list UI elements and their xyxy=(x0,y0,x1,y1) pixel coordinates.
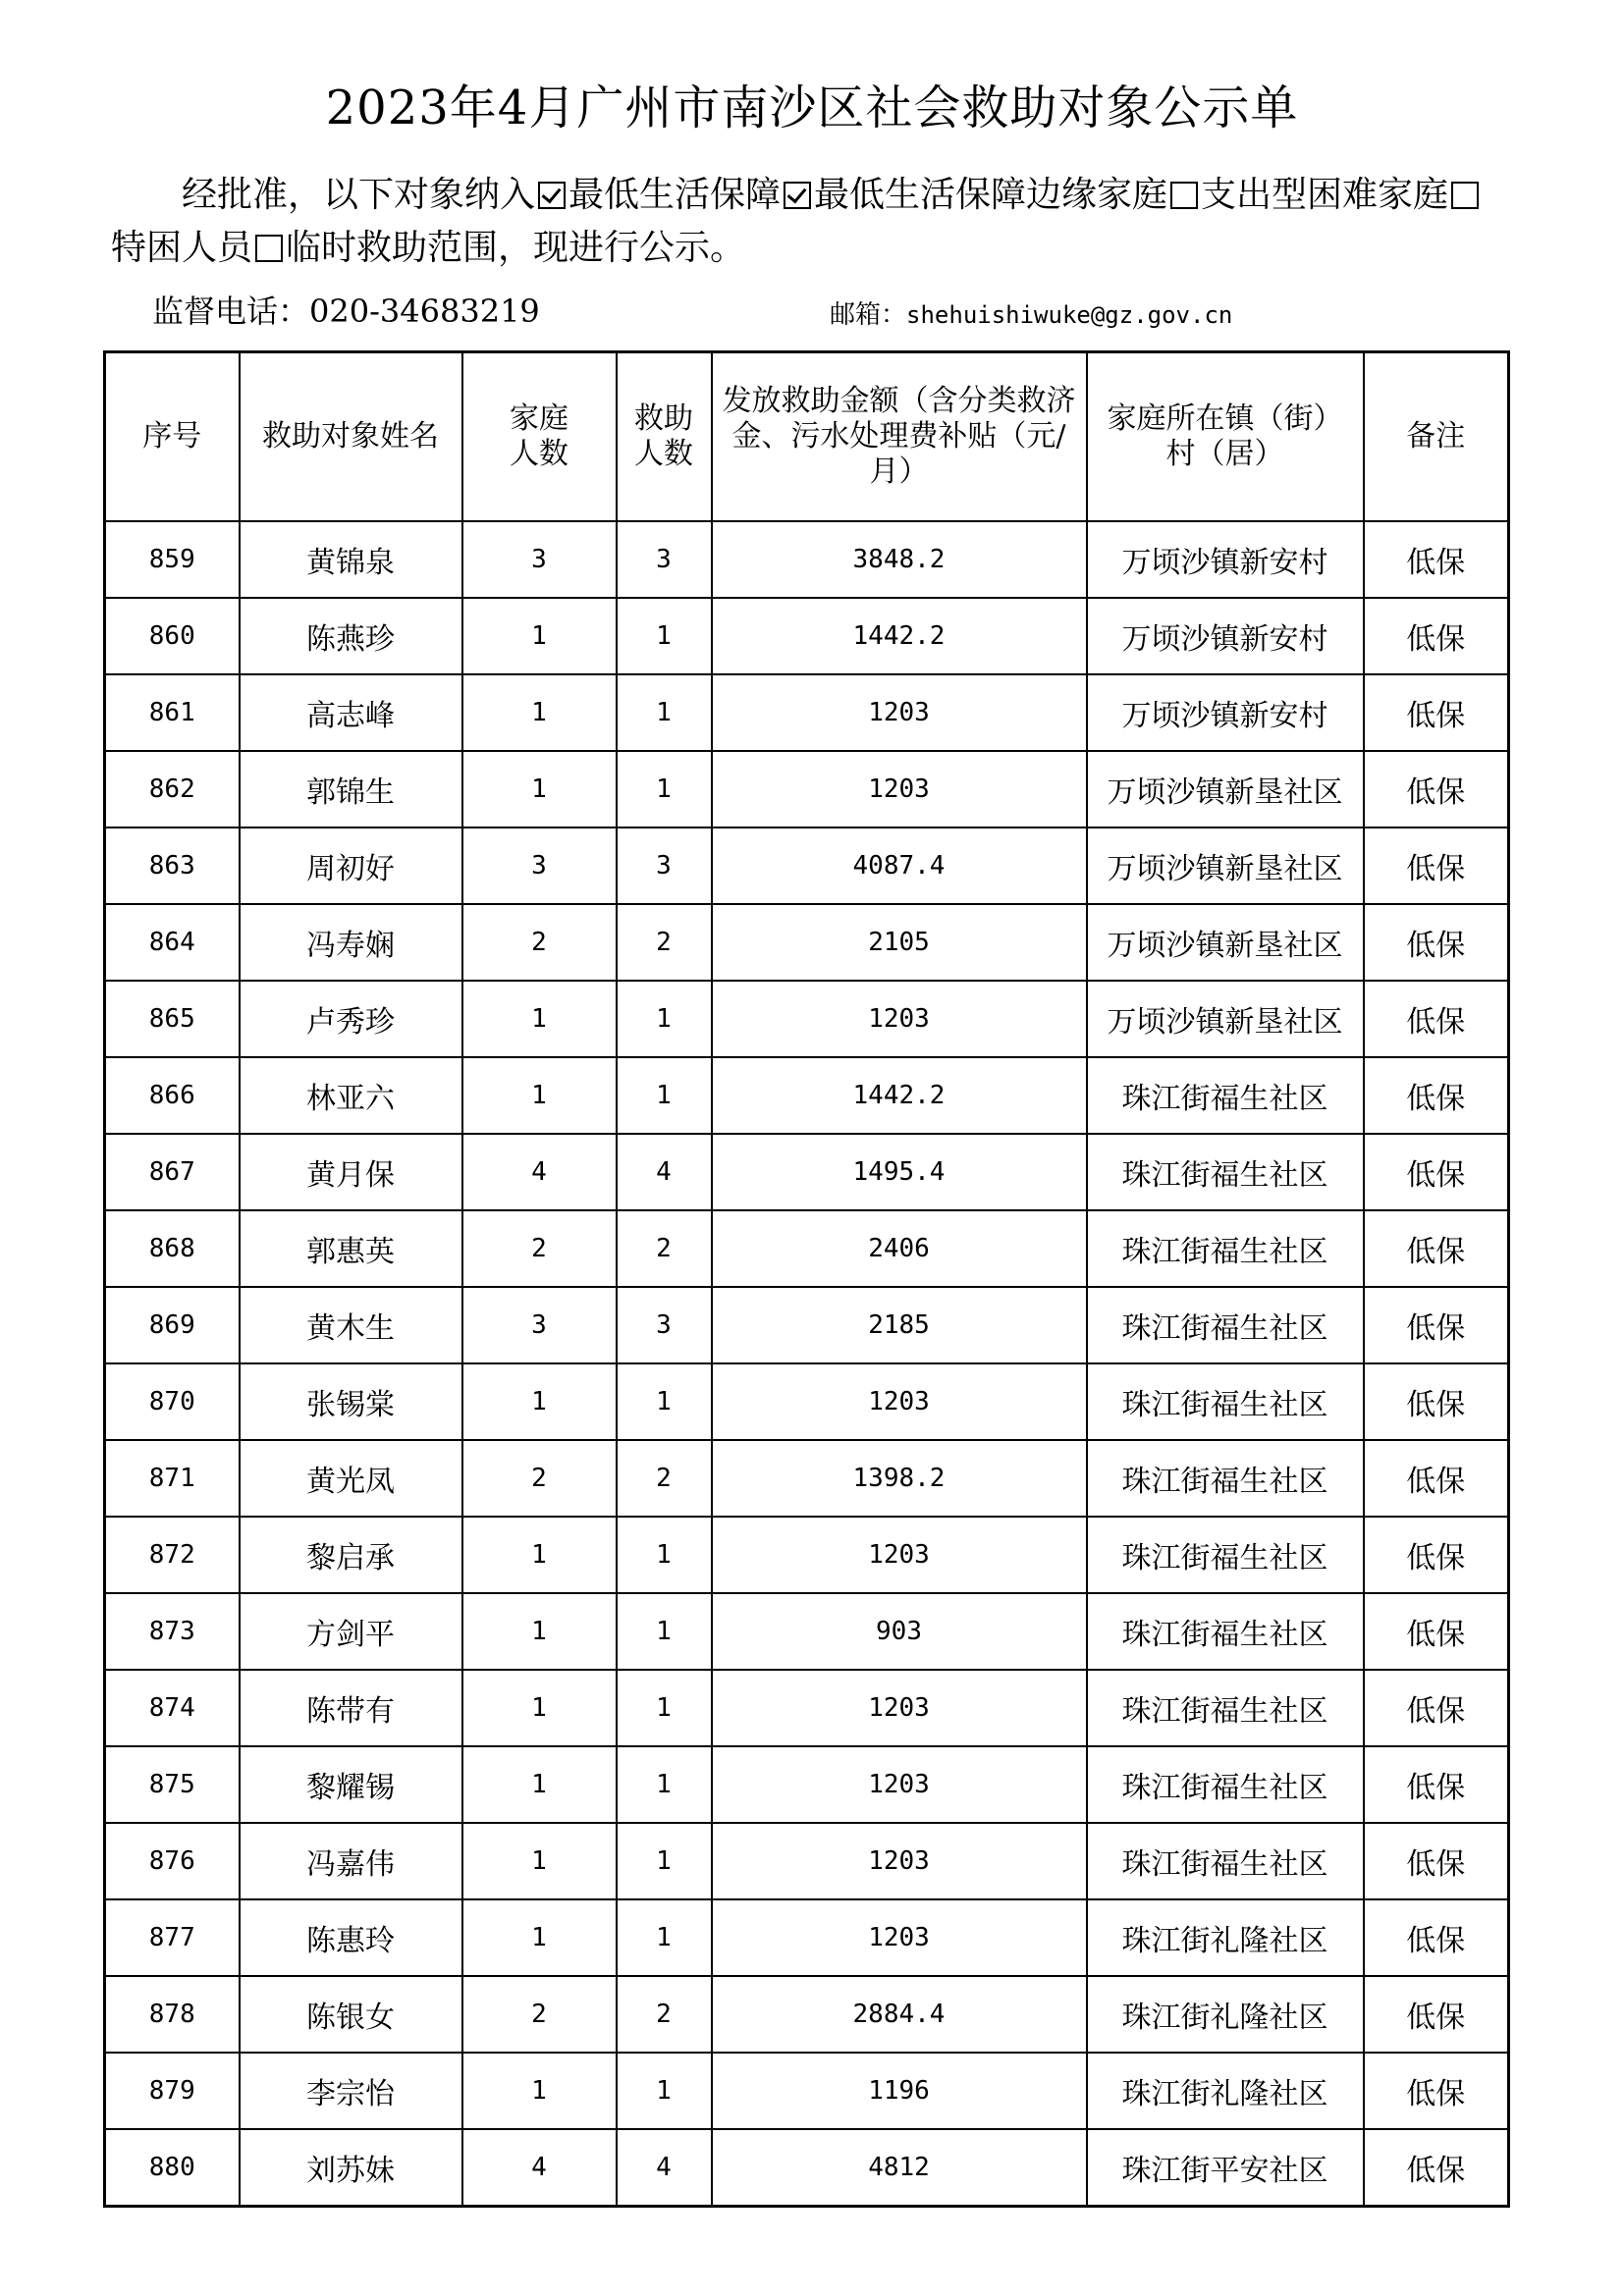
cell-amount: 1203 xyxy=(712,1746,1087,1823)
cell-note: 低保 xyxy=(1364,1517,1509,1593)
table-row xyxy=(105,2053,1509,2129)
cell-amount: 4812 xyxy=(712,2129,1087,2207)
cell-aided-count: 3 xyxy=(617,828,712,904)
table-row xyxy=(105,2129,1509,2207)
cell-name: 黎耀锡 xyxy=(240,1746,462,1823)
intro-tail: 范围，现进行公示。 xyxy=(427,228,746,268)
cell-location: 珠江街福生社区 xyxy=(1087,1210,1364,1287)
phone-label: 监督电话： xyxy=(152,293,310,330)
email-block xyxy=(830,294,1232,337)
intro-paragraph xyxy=(111,169,1515,275)
cell-aided-count: 2 xyxy=(617,904,712,981)
cell-note: 低保 xyxy=(1364,1823,1509,1899)
cell-note: 低保 xyxy=(1364,2129,1509,2207)
option-label-1: 最低生活保障边缘家庭 xyxy=(814,175,1168,215)
cell-note: 低保 xyxy=(1364,2053,1509,2129)
cell-name: 黄月保 xyxy=(240,1134,462,1210)
cell-name: 周初好 xyxy=(240,828,462,904)
cell-location: 珠江街福生社区 xyxy=(1087,1134,1364,1210)
cell-location: 万顷沙镇新垦社区 xyxy=(1087,981,1364,1057)
cell-location: 珠江街福生社区 xyxy=(1087,1823,1364,1899)
cell-amount: 1203 xyxy=(712,1363,1087,1440)
cell-seq: 880 xyxy=(105,2129,240,2207)
cell-seq: 866 xyxy=(105,1057,240,1134)
cell-name: 冯寿娴 xyxy=(240,904,462,981)
cell-name: 冯嘉伟 xyxy=(240,1823,462,1899)
cell-seq: 867 xyxy=(105,1134,240,1210)
cell-seq: 874 xyxy=(105,1670,240,1746)
cell-note: 低保 xyxy=(1364,828,1509,904)
cell-family-size: 2 xyxy=(462,1440,617,1517)
checkbox-1 xyxy=(784,182,811,209)
cell-note: 低保 xyxy=(1364,674,1509,751)
cell-amount: 1203 xyxy=(712,674,1087,751)
cell-aided-count: 1 xyxy=(617,751,712,828)
cell-name: 黄锦泉 xyxy=(240,521,462,598)
cell-name: 郭锦生 xyxy=(240,751,462,828)
cell-aided-count: 1 xyxy=(617,598,712,674)
cell-seq: 877 xyxy=(105,1899,240,1976)
cell-note: 低保 xyxy=(1364,1440,1509,1517)
cell-amount: 1203 xyxy=(712,1670,1087,1746)
cell-name: 卢秀珍 xyxy=(240,981,462,1057)
cell-seq: 878 xyxy=(105,1976,240,2053)
cell-family-size: 2 xyxy=(462,904,617,981)
cell-aided-count: 1 xyxy=(617,674,712,751)
cell-aided-count: 1 xyxy=(617,1899,712,1976)
cell-amount: 2185 xyxy=(712,1287,1087,1363)
table-row xyxy=(105,1440,1509,1517)
cell-note: 低保 xyxy=(1364,1899,1509,1976)
cell-aided-count: 1 xyxy=(617,1823,712,1899)
cell-location: 珠江街平安社区 xyxy=(1087,2129,1364,2207)
table-row xyxy=(105,1899,1509,1976)
cell-name: 黄木生 xyxy=(240,1287,462,1363)
table-row xyxy=(105,904,1509,981)
cell-name: 林亚六 xyxy=(240,1057,462,1134)
cell-aided-count: 3 xyxy=(617,521,712,598)
cell-seq: 862 xyxy=(105,751,240,828)
cell-amount: 4087.4 xyxy=(712,828,1087,904)
cell-location: 万顷沙镇新安村 xyxy=(1087,598,1364,674)
cell-aided-count: 3 xyxy=(617,1287,712,1363)
cell-family-size: 3 xyxy=(462,521,617,598)
header-aided-count: 救助人数 xyxy=(617,352,712,522)
cell-family-size: 1 xyxy=(462,674,617,751)
table-body xyxy=(105,521,1509,2207)
cell-family-size: 4 xyxy=(462,1134,617,1210)
cell-note: 低保 xyxy=(1364,1287,1509,1363)
header-location: 家庭所在镇（街）村（居） xyxy=(1087,352,1364,522)
cell-note: 低保 xyxy=(1364,751,1509,828)
table-row xyxy=(105,828,1509,904)
cell-seq: 870 xyxy=(105,1363,240,1440)
cell-aided-count: 1 xyxy=(617,2053,712,2129)
table-row xyxy=(105,1517,1509,1593)
cell-note: 低保 xyxy=(1364,1670,1509,1746)
table-row xyxy=(105,981,1509,1057)
cell-aided-count: 4 xyxy=(617,1134,712,1210)
cell-aided-count: 1 xyxy=(617,1057,712,1134)
cell-name: 黎启承 xyxy=(240,1517,462,1593)
cell-amount: 1203 xyxy=(712,751,1087,828)
cell-family-size: 1 xyxy=(462,1899,617,1976)
email-label: 邮箱： xyxy=(830,300,907,330)
cell-amount: 903 xyxy=(712,1593,1087,1670)
cell-amount: 1203 xyxy=(712,981,1087,1057)
cell-seq: 873 xyxy=(105,1593,240,1670)
cell-aided-count: 2 xyxy=(617,1976,712,2053)
cell-family-size: 4 xyxy=(462,2129,617,2207)
option-label-0: 最低生活保障 xyxy=(568,175,782,215)
cell-seq: 879 xyxy=(105,2053,240,2129)
cell-note: 低保 xyxy=(1364,1593,1509,1670)
cell-note: 低保 xyxy=(1364,521,1509,598)
table-row xyxy=(105,1670,1509,1746)
cell-name: 陈带有 xyxy=(240,1670,462,1746)
cell-seq: 860 xyxy=(105,598,240,674)
cell-amount: 1398.2 xyxy=(712,1440,1087,1517)
cell-amount: 2406 xyxy=(712,1210,1087,1287)
cell-amount: 1196 xyxy=(712,2053,1087,2129)
checkbox-3 xyxy=(1451,182,1479,209)
table-row xyxy=(105,1287,1509,1363)
cell-aided-count: 1 xyxy=(617,981,712,1057)
cell-note: 低保 xyxy=(1364,981,1509,1057)
email-address: shehuishiwuke@gz.gov.cn xyxy=(906,301,1233,329)
cell-family-size: 3 xyxy=(462,1287,617,1363)
header-amount: 发放救助金额（含分类救济金、污水处理费补贴（元/月） xyxy=(712,352,1087,522)
cell-location: 万顷沙镇新安村 xyxy=(1087,674,1364,751)
header-note: 备注 xyxy=(1364,352,1509,522)
cell-family-size: 1 xyxy=(462,598,617,674)
cell-location: 珠江街礼隆社区 xyxy=(1087,1899,1364,1976)
option-label-3: 特困人员 xyxy=(111,228,253,268)
checkbox-2 xyxy=(1170,182,1198,209)
intro-lead: 经批准，以下对象纳入 xyxy=(182,175,536,215)
cell-amount: 1203 xyxy=(712,1899,1087,1976)
table-row xyxy=(105,751,1509,828)
table-row xyxy=(105,1593,1509,1670)
option-label-2: 支出型困难家庭 xyxy=(1201,175,1449,215)
cell-name: 方剑平 xyxy=(240,1593,462,1670)
cell-location: 万顷沙镇新垦社区 xyxy=(1087,751,1364,828)
cell-seq: 861 xyxy=(105,674,240,751)
table-row xyxy=(105,674,1509,751)
cell-note: 低保 xyxy=(1364,1210,1509,1287)
cell-name: 陈银女 xyxy=(240,1976,462,2053)
header-seq: 序号 xyxy=(105,352,240,522)
cell-amount: 2105 xyxy=(712,904,1087,981)
cell-location: 珠江街礼隆社区 xyxy=(1087,2053,1364,2129)
header-name: 救助对象姓名 xyxy=(240,352,462,522)
cell-location: 珠江街福生社区 xyxy=(1087,1440,1364,1517)
cell-note: 低保 xyxy=(1364,1363,1509,1440)
cell-location: 珠江街福生社区 xyxy=(1087,1363,1364,1440)
cell-family-size: 2 xyxy=(462,1210,617,1287)
cell-aided-count: 1 xyxy=(617,1363,712,1440)
cell-name: 陈惠玲 xyxy=(240,1899,462,1976)
cell-name: 黄光凤 xyxy=(240,1440,462,1517)
cell-family-size: 1 xyxy=(462,981,617,1057)
cell-aided-count: 1 xyxy=(617,1517,712,1593)
cell-seq: 859 xyxy=(105,521,240,598)
cell-location: 珠江街福生社区 xyxy=(1087,1593,1364,1670)
table-header-row xyxy=(105,352,1509,522)
cell-note: 低保 xyxy=(1364,1976,1509,2053)
cell-amount: 1203 xyxy=(712,1823,1087,1899)
cell-amount: 1442.2 xyxy=(712,1057,1087,1134)
table-row xyxy=(105,1057,1509,1134)
cell-family-size: 1 xyxy=(462,1593,617,1670)
cell-amount: 1442.2 xyxy=(712,598,1087,674)
option-label-4: 临时救助 xyxy=(286,228,428,268)
cell-amount: 3848.2 xyxy=(712,521,1087,598)
cell-family-size: 1 xyxy=(462,751,617,828)
table-row xyxy=(105,1823,1509,1899)
cell-amount: 1495.4 xyxy=(712,1134,1087,1210)
cell-family-size: 1 xyxy=(462,1670,617,1746)
cell-seq: 871 xyxy=(105,1440,240,1517)
cell-family-size: 1 xyxy=(462,2053,617,2129)
checkbox-0 xyxy=(538,182,566,209)
cell-name: 陈燕珍 xyxy=(240,598,462,674)
cell-family-size: 2 xyxy=(462,1976,617,2053)
checkbox-4 xyxy=(255,235,283,262)
cell-amount: 1203 xyxy=(712,1517,1087,1593)
cell-seq: 868 xyxy=(105,1210,240,1287)
cell-aided-count: 1 xyxy=(617,1670,712,1746)
cell-aided-count: 4 xyxy=(617,2129,712,2207)
cell-aided-count: 2 xyxy=(617,1210,712,1287)
table-row xyxy=(105,1976,1509,2053)
cell-family-size: 1 xyxy=(462,1823,617,1899)
cell-name: 高志峰 xyxy=(240,674,462,751)
cell-family-size: 3 xyxy=(462,828,617,904)
contact-line xyxy=(152,290,1429,333)
table-row xyxy=(105,1746,1509,1823)
table-row xyxy=(105,521,1509,598)
cell-location: 万顷沙镇新垦社区 xyxy=(1087,828,1364,904)
cell-location: 万顷沙镇新安村 xyxy=(1087,521,1364,598)
cell-note: 低保 xyxy=(1364,598,1509,674)
cell-location: 万顷沙镇新垦社区 xyxy=(1087,904,1364,981)
cell-aided-count: 1 xyxy=(617,1746,712,1823)
cell-name: 刘苏妹 xyxy=(240,2129,462,2207)
phone-number: 020-34683219 xyxy=(309,293,540,330)
cell-family-size: 1 xyxy=(462,1057,617,1134)
cell-name: 郭惠英 xyxy=(240,1210,462,1287)
cell-location: 珠江街福生社区 xyxy=(1087,1670,1364,1746)
cell-location: 珠江街福生社区 xyxy=(1087,1517,1364,1593)
cell-location: 珠江街福生社区 xyxy=(1087,1057,1364,1134)
cell-location: 珠江街福生社区 xyxy=(1087,1746,1364,1823)
cell-family-size: 1 xyxy=(462,1517,617,1593)
cell-seq: 869 xyxy=(105,1287,240,1363)
cell-seq: 863 xyxy=(105,828,240,904)
cell-location: 珠江街福生社区 xyxy=(1087,1287,1364,1363)
cell-family-size: 1 xyxy=(462,1363,617,1440)
document-title: 2023年4月广州市南沙区社会救助对象公示单 xyxy=(325,80,1299,135)
table-row xyxy=(105,1363,1509,1440)
table-row xyxy=(105,1210,1509,1287)
cell-note: 低保 xyxy=(1364,1057,1509,1134)
cell-name: 张锡棠 xyxy=(240,1363,462,1440)
cell-note: 低保 xyxy=(1364,1746,1509,1823)
cell-seq: 876 xyxy=(105,1823,240,1899)
cell-seq: 875 xyxy=(105,1746,240,1823)
cell-amount: 2884.4 xyxy=(712,1976,1087,2053)
cell-location: 珠江街礼隆社区 xyxy=(1087,1976,1364,2053)
cell-note: 低保 xyxy=(1364,904,1509,981)
cell-seq: 872 xyxy=(105,1517,240,1593)
cell-aided-count: 1 xyxy=(617,1593,712,1670)
cell-name: 李宗怡 xyxy=(240,2053,462,2129)
cell-seq: 865 xyxy=(105,981,240,1057)
aid-recipients-table xyxy=(103,350,1510,2208)
header-family-size: 家庭人数 xyxy=(462,352,617,522)
table-row xyxy=(105,1134,1509,1210)
cell-aided-count: 2 xyxy=(617,1440,712,1517)
cell-note: 低保 xyxy=(1364,1134,1509,1210)
table-row xyxy=(105,598,1509,674)
cell-family-size: 1 xyxy=(462,1746,617,1823)
cell-seq: 864 xyxy=(105,904,240,981)
